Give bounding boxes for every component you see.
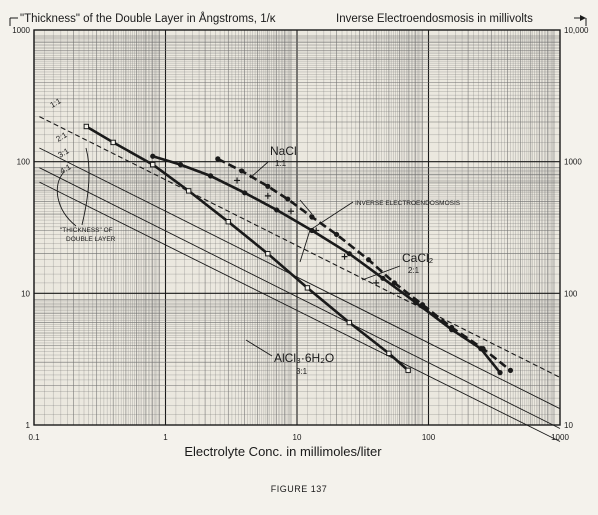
series-point	[406, 368, 410, 372]
y-tick-label-left: 100	[16, 157, 30, 167]
label-cacl: CaCl₂	[402, 251, 434, 265]
series-point	[508, 368, 513, 373]
series-point	[239, 168, 244, 173]
label-thickness-2: DOUBLE LAYER	[66, 236, 116, 243]
series-point	[242, 190, 247, 195]
series-point	[413, 300, 418, 305]
series-point	[305, 286, 309, 290]
title-right-text: Inverse Electroendosmosis in millivolts	[336, 13, 533, 25]
label-ratio-1-1: 1:1	[48, 96, 63, 110]
series-point	[449, 327, 454, 332]
label-nacl-ratio: 1:1	[275, 159, 287, 168]
title-left	[10, 12, 276, 26]
series-point	[215, 156, 220, 161]
label-ratio-3-1: 3:1	[56, 146, 71, 160]
y-tick-label-left: 1000	[12, 26, 30, 35]
x-tick-label: 10	[292, 433, 302, 442]
y-tick-label-left: 10	[21, 289, 30, 299]
y-tick-label-right: 10	[564, 421, 573, 430]
series-point	[265, 184, 270, 189]
series-point	[380, 276, 385, 281]
x-axis-label: Electrolyte Conc. in millimoles/liter	[184, 444, 382, 459]
x-tick-label: 100	[421, 433, 436, 442]
title-right	[336, 13, 586, 26]
label-cacl-ratio: 2:1	[408, 266, 420, 275]
series-point	[208, 173, 213, 178]
label-ratio-4-1: 4:1	[58, 162, 73, 176]
series-point	[150, 154, 155, 159]
series-point	[285, 196, 290, 201]
series-point	[392, 280, 397, 285]
series-point	[309, 214, 314, 219]
series-point	[266, 251, 270, 255]
series-point	[84, 124, 88, 128]
series-point	[387, 351, 391, 355]
label-inverse: INVERSE ELECTROENDOSMOSIS	[355, 200, 461, 207]
series-point	[334, 232, 339, 237]
series-point	[226, 219, 230, 223]
series-point	[178, 162, 183, 167]
series-point	[366, 257, 371, 262]
label-alcl-ratio: 3:1	[296, 367, 308, 376]
series-point	[186, 189, 190, 193]
title-left-text: "Thickness" of the Double Layer in Ångstroms, 1/κ	[20, 13, 276, 25]
figure-caption: FIGURE 137	[270, 484, 328, 494]
label-ratio-2-1: 2:1	[54, 130, 69, 144]
series-point	[347, 320, 351, 324]
x-tick-label: 0.1	[28, 433, 40, 442]
series-point	[420, 302, 425, 307]
series-point	[274, 207, 279, 212]
y-tick-label-right: 10,000	[564, 26, 589, 35]
y-tick-label-left: 1	[25, 421, 30, 430]
label-nacl: NaCl	[270, 144, 297, 158]
x-tick-label: 1	[163, 433, 168, 442]
y-tick-label-right: 1000	[564, 157, 582, 167]
series-point	[151, 162, 155, 166]
y-tick-label-right: 100	[564, 289, 578, 299]
plot-grid	[34, 30, 560, 425]
series-point	[497, 370, 502, 375]
series-point	[347, 251, 352, 256]
series-point	[111, 140, 115, 144]
x-tick-label: 1000	[551, 433, 569, 442]
series-point	[478, 346, 483, 351]
label-alcl: AlCl₃·6H₂O	[274, 351, 335, 365]
label-thickness-1: "THICKNESS" OF	[60, 227, 113, 234]
